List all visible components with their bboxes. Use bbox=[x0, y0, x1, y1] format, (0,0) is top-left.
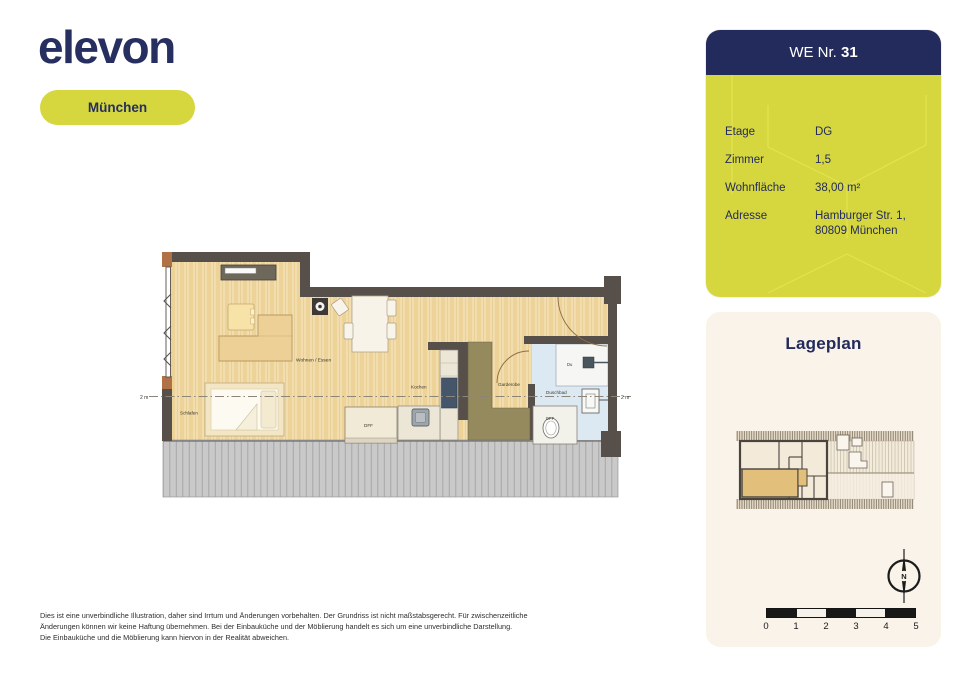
city-badge bbox=[40, 90, 195, 125]
row-wohnflaeche-label: Wohnfläche bbox=[725, 181, 786, 194]
shower-area bbox=[556, 344, 608, 386]
scale-bar-segments bbox=[766, 608, 916, 618]
lageplan-card bbox=[706, 312, 941, 647]
scale-seg-4 bbox=[856, 609, 886, 617]
city-badge-label: München bbox=[87, 100, 148, 115]
label-living: Wohnen / Essen bbox=[296, 358, 332, 364]
bed bbox=[205, 383, 284, 436]
unit-card-body bbox=[706, 75, 941, 297]
disclaimer bbox=[40, 611, 680, 643]
stove bbox=[442, 378, 458, 408]
scale-tick-labels: 0 1 2 3 4 5 bbox=[763, 621, 919, 632]
label-bath: Duschbad bbox=[546, 390, 567, 395]
scale-seg-3 bbox=[826, 609, 856, 617]
label-2m-right: 2 m bbox=[621, 394, 630, 401]
label-hall: Garderobe bbox=[498, 382, 520, 387]
scale-seg-1 bbox=[767, 609, 797, 617]
unit-card-title: WE Nr. 31 bbox=[789, 44, 858, 61]
row-zimmer-label: Zimmer bbox=[725, 153, 764, 166]
siteplan-highlighted-unit bbox=[742, 469, 798, 497]
label-dff-bath: DFF bbox=[546, 416, 555, 421]
compass bbox=[878, 547, 930, 605]
siteplan-hatch-bottom bbox=[736, 499, 914, 509]
row-adresse-value: Hamburger Str. 1, 80809 München bbox=[815, 209, 906, 237]
siteplan-roof-lower bbox=[827, 473, 914, 499]
disclaimer-line-3: Die Einbauküche und die Möblierung kann hiervon in der Realität abweichen. bbox=[40, 632, 290, 642]
row-etage bbox=[725, 125, 941, 140]
elevon-logo: elevon bbox=[38, 21, 175, 73]
siteplan-highlighted-unit-annex bbox=[798, 469, 807, 486]
unit-info-card bbox=[706, 30, 941, 297]
roof-terrace-area bbox=[163, 440, 618, 497]
row-zimmer bbox=[725, 153, 941, 168]
shower-head bbox=[583, 357, 594, 368]
row-adresse bbox=[725, 209, 941, 239]
floor-plan bbox=[140, 245, 645, 507]
label-2m-left: 2 m bbox=[140, 394, 149, 401]
scale-seg-5 bbox=[885, 609, 915, 617]
site-plan bbox=[734, 429, 920, 511]
row-etage-label: Etage bbox=[725, 126, 756, 138]
row-adresse-label: Adresse bbox=[725, 209, 768, 222]
unit-number: 31 bbox=[840, 44, 858, 61]
lageplan-title: Lageplan bbox=[785, 334, 862, 353]
scale-seg-2 bbox=[797, 609, 827, 617]
compass-north-label: N bbox=[901, 571, 907, 581]
row-wohnflaeche bbox=[725, 181, 941, 196]
disclaimer-line-2: Änderungen können wir keine Haftung übernehmen. Bei der Einbauküche und der Möblierung handelt es sich um eine unverbindliche Darstellung. bbox=[40, 621, 513, 631]
siteplan-hatch-top bbox=[736, 431, 914, 441]
row-zimmer-value: 1,5 bbox=[815, 153, 831, 166]
label-sleep: Schlafen bbox=[180, 410, 198, 416]
disclaimer-line-1: Dies ist eine unverbindliche Illustration, daher sind Irrtum und Änderungen vorbehalten. Der Grundriss ist nicht maßstabsgerecht. Für zwischenzeitliche bbox=[40, 611, 528, 620]
washbasin bbox=[582, 389, 599, 413]
dining-table bbox=[352, 296, 388, 352]
window-band bbox=[164, 267, 171, 377]
scale-bar bbox=[763, 608, 919, 635]
unit-card-header bbox=[706, 30, 941, 75]
row-etage-value: DG bbox=[815, 126, 833, 138]
label-shower: Du bbox=[567, 362, 573, 367]
label-kitchen: Kochen bbox=[411, 384, 427, 390]
row-wohnflaeche-value: 38,00 m² bbox=[815, 181, 861, 194]
armchair bbox=[228, 304, 254, 330]
label-dff-kitchen: DFF bbox=[364, 423, 373, 428]
